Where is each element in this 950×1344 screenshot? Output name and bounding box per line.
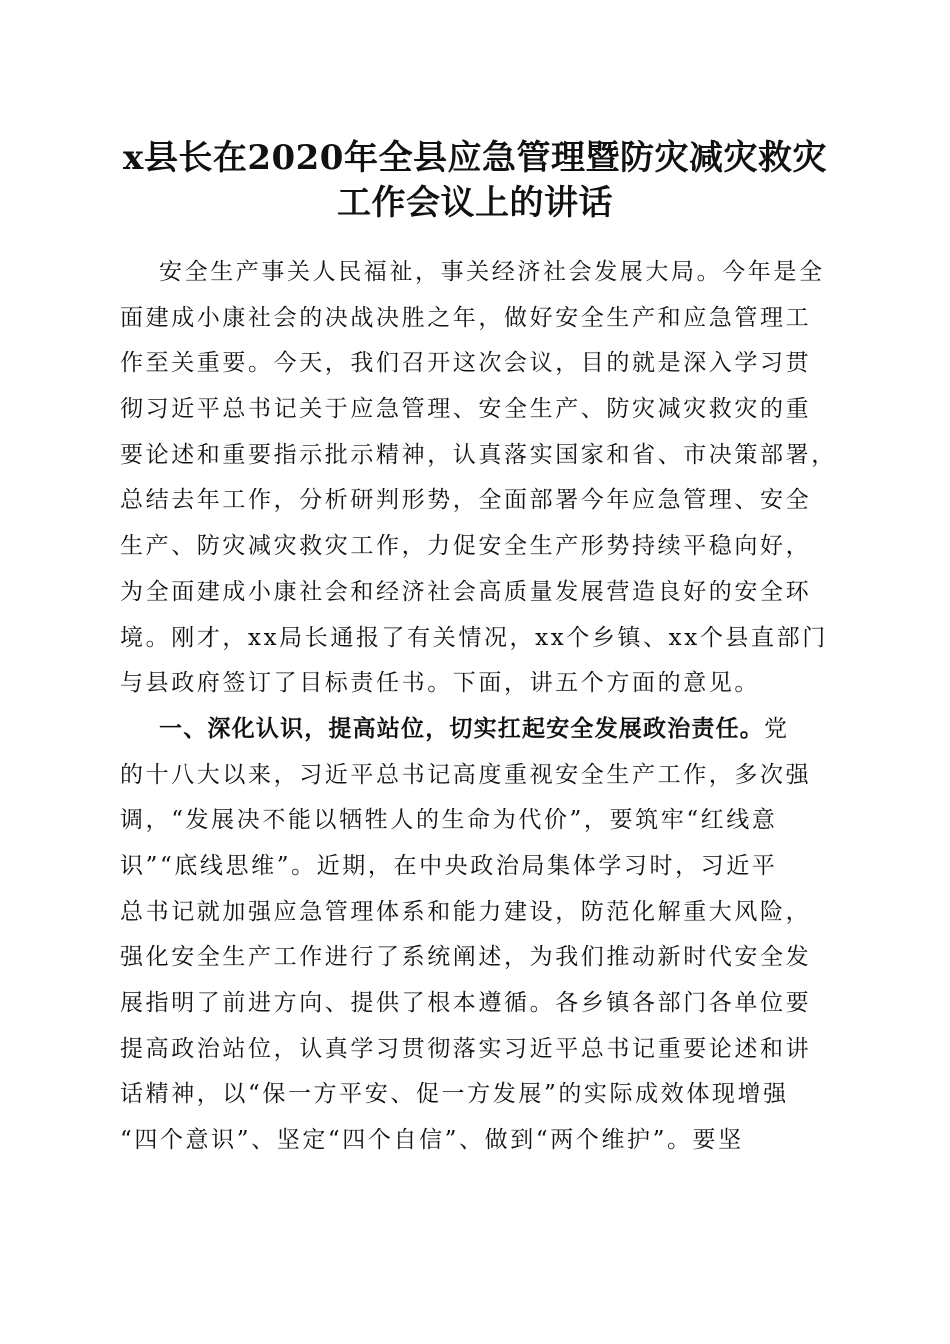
document-title	[110, 136, 840, 226]
paragraph-line: 调，“发展决不能以牺牲人的生命为代价”，要筑牢“红线意	[120, 807, 778, 834]
paragraph-line: 强化安全生产工作进行了系统阐述，为我们推动新时代安全发	[120, 944, 812, 971]
paragraph-line: “四个意识”、坚定“四个自信”、做到“两个维护”。要坚	[120, 1127, 744, 1154]
paragraph-line: 总书记就加强应急管理体系和能力建设，防范化解重大风险，	[120, 898, 812, 925]
paragraph-line: 作至关重要。今天，我们召开这次会议，目的就是深入学习贯	[120, 350, 812, 377]
paragraph-line: 提高政治站位，认真学习贯彻落实习近平总书记重要论述和讲	[120, 1035, 812, 1062]
title-line-2: 工作会议上的讲话	[337, 183, 613, 223]
paragraph-line: 彻习近平总书记关于应急管理、安全生产、防灾减灾救灾的重	[120, 396, 812, 423]
paragraph-line: 的十八大以来，习近平总书记高度重视安全生产工作，多次强	[120, 761, 812, 788]
section-one-paragraph	[120, 707, 830, 1164]
paragraph-line: 与县政府签订了目标责任书。下面，讲五个方面的意见。	[120, 670, 760, 697]
paragraph-line: 展指明了前进方向、提供了根本遵循。各乡镇各部门各单位要	[120, 990, 812, 1016]
paragraph-line: 生产、防灾减灾救灾工作，力促安全生产形势持续平稳向好，	[120, 533, 812, 560]
paragraph-line: 识”“底线思维”。近期，在中央政治局集体学习时，习近平	[120, 852, 778, 879]
paragraph-line: 话精神，以“保一方平安、促一方发展”的实际成效体现增强	[120, 1081, 789, 1108]
opening-paragraph	[120, 250, 837, 707]
section-heading: 一、深化认识，提高站位，切实扛起安全发展政治责任。	[159, 715, 764, 742]
paragraph-line: 境。刚才，xx局长通报了有关情况，xx个乡镇、xx个县直部门	[120, 624, 828, 651]
section-heading-line	[120, 707, 830, 753]
paragraph-line: 为全面建成小康社会和经济社会高质量发展营造良好的安全环	[120, 578, 812, 605]
title-line-1: x县长在2020年全县应急管理暨防灾减灾救灾	[123, 138, 827, 178]
section-heading-continuation: 党	[764, 715, 790, 742]
document-body	[120, 250, 837, 1164]
paragraph-line: 面建成小康社会的决战决胜之年，做好安全生产和应急管理工	[120, 304, 812, 331]
paragraph-line: 要论述和重要指示批示精神，认真落实国家和省、市决策部署，	[120, 441, 837, 468]
paragraph-line: 安全生产事关人民福祉，事关经济社会发展大局。今年是全	[159, 259, 825, 285]
paragraph-line: 总结去年工作，分析研判形势，全面部署今年应急管理、安全	[120, 487, 812, 514]
